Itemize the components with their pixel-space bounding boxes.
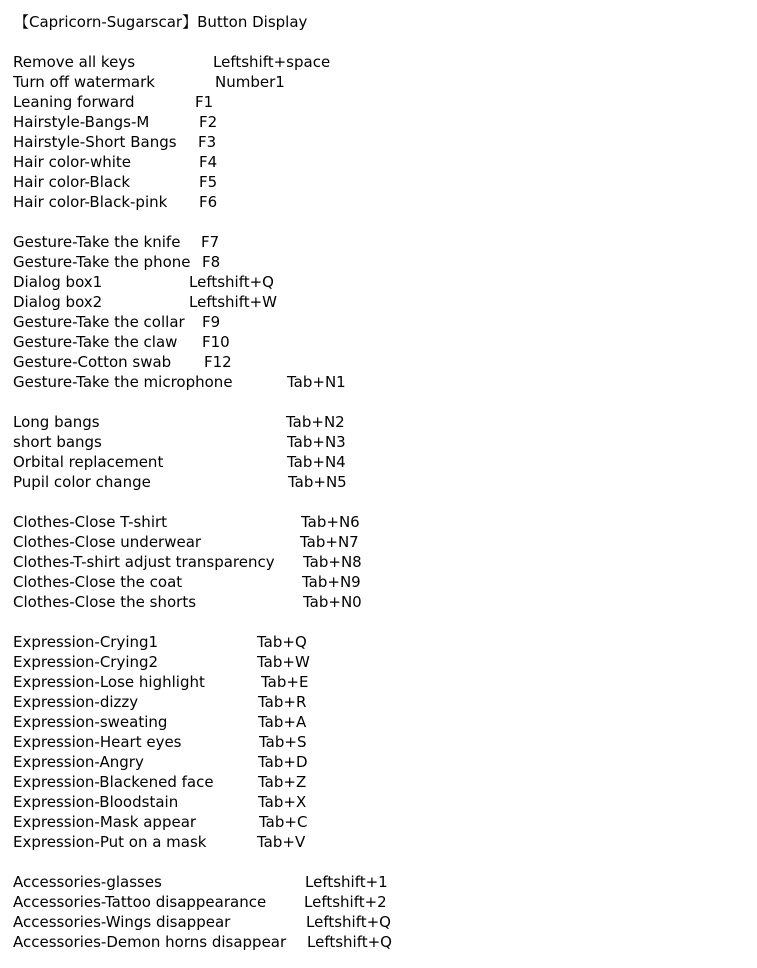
key-combo: Tab+N1 (287, 373, 346, 391)
action-label: Expression-Blackened face (13, 773, 214, 791)
key-combo: F10 (202, 333, 230, 351)
action-label: Clothes-T-shirt adjust transparency (13, 553, 275, 571)
action-label: Hair color-Black-pink (13, 193, 168, 211)
key-combo: Tab+N3 (287, 433, 346, 451)
action-label: Pupil color change (13, 473, 151, 491)
action-label: Hairstyle-Bangs-M (13, 113, 150, 131)
action-label: Expression-Crying1 (13, 633, 159, 651)
action-label: Accessories-Demon horns disappear (13, 933, 287, 951)
action-label: Dialog box1 (13, 273, 103, 291)
action-label: Orbital replacement (13, 453, 164, 471)
key-combo: F3 (198, 133, 217, 151)
action-label: Hairstyle-Short Bangs (13, 133, 177, 151)
key-combo: Leftshift+Q (307, 933, 392, 951)
action-label: short bangs (13, 433, 102, 451)
action-label: Expression-Angry (13, 753, 144, 771)
action-label: Clothes-Close underwear (13, 533, 202, 551)
action-label: Expression-Lose highlight (13, 673, 205, 691)
action-label: Dialog box2 (13, 293, 103, 311)
key-combo: Tab+N4 (287, 453, 346, 471)
action-label: Accessories-Tattoo disappearance (13, 893, 267, 911)
key-combo: Tab+N6 (301, 513, 360, 531)
action-label: Clothes-Close the shorts (13, 593, 197, 611)
action-label: Expression-Bloodstain (13, 793, 179, 811)
action-label: Accessories-glasses (13, 873, 162, 891)
action-label: Gesture-Take the knife (13, 233, 181, 251)
key-combo: Leftshift+2 (304, 893, 387, 911)
action-label: Expression-Put on a mask (13, 833, 207, 851)
key-combo: Number1 (215, 73, 285, 91)
action-label: Expression-dizzy (13, 693, 139, 711)
key-combo: F5 (199, 173, 218, 191)
key-combo: Tab+Z (258, 773, 307, 791)
key-combo: Tab+X (258, 793, 307, 811)
key-combo: Tab+N9 (302, 573, 361, 591)
key-combo: Tab+N5 (288, 473, 347, 491)
key-combo: F6 (199, 193, 218, 211)
key-combo: Tab+A (258, 713, 307, 731)
action-label: Long bangs (13, 413, 100, 431)
key-combo: F4 (199, 153, 218, 171)
key-combo: F1 (195, 93, 214, 111)
key-combo: Leftshift+1 (305, 873, 388, 891)
key-combo: Tab+N2 (286, 413, 345, 431)
action-label: Accessories-Wings disappear (13, 913, 231, 931)
action-label: Turn off watermark (13, 73, 155, 91)
key-combo: Leftshift+Q (189, 273, 274, 291)
action-label: Expression-sweating (13, 713, 168, 731)
action-label: Gesture-Take the microphone (13, 373, 233, 391)
action-label: Remove all keys (13, 53, 136, 71)
action-label: Expression-Crying2 (13, 653, 159, 671)
key-combo: Tab+Q (257, 633, 307, 651)
key-combo: Leftshift+space (213, 53, 331, 71)
key-combo: Tab+N0 (303, 593, 362, 611)
key-combo: Tab+N7 (300, 533, 359, 551)
action-label: Clothes-Close T-shirt (13, 513, 168, 531)
action-label: Gesture-Take the phone (13, 253, 191, 271)
key-combo: F8 (202, 253, 221, 271)
action-label: Expression-Heart eyes (13, 733, 182, 751)
key-combo: Tab+E (261, 673, 309, 691)
action-label: Hair color-Black (13, 173, 131, 191)
key-combo: Leftshift+W (189, 293, 278, 311)
key-combo: F9 (202, 313, 221, 331)
key-combo: Leftshift+Q (306, 913, 391, 931)
action-label: Leaning forward (13, 93, 135, 111)
key-combo: Tab+N8 (303, 553, 362, 571)
key-combo: Tab+W (257, 653, 310, 671)
key-combo: Tab+S (259, 733, 307, 751)
action-label: Gesture-Cotton swab (13, 353, 172, 371)
key-combo: Tab+C (259, 813, 308, 831)
action-label: Clothes-Close the coat (13, 573, 183, 591)
action-label: Gesture-Take the collar (13, 313, 185, 331)
key-combo: Tab+R (258, 693, 307, 711)
key-combo: Tab+V (257, 833, 306, 851)
action-label: Expression-Mask appear (13, 813, 197, 831)
document-title: 【Capricorn-Sugarscar】Button Display (14, 13, 308, 31)
key-combo: F7 (201, 233, 220, 251)
action-label: Gesture-Take the claw (13, 333, 178, 351)
key-combo: Tab+D (258, 753, 308, 771)
key-combo: F2 (199, 113, 218, 131)
action-label: Hair color-white (13, 153, 132, 171)
key-combo: F12 (204, 353, 232, 371)
